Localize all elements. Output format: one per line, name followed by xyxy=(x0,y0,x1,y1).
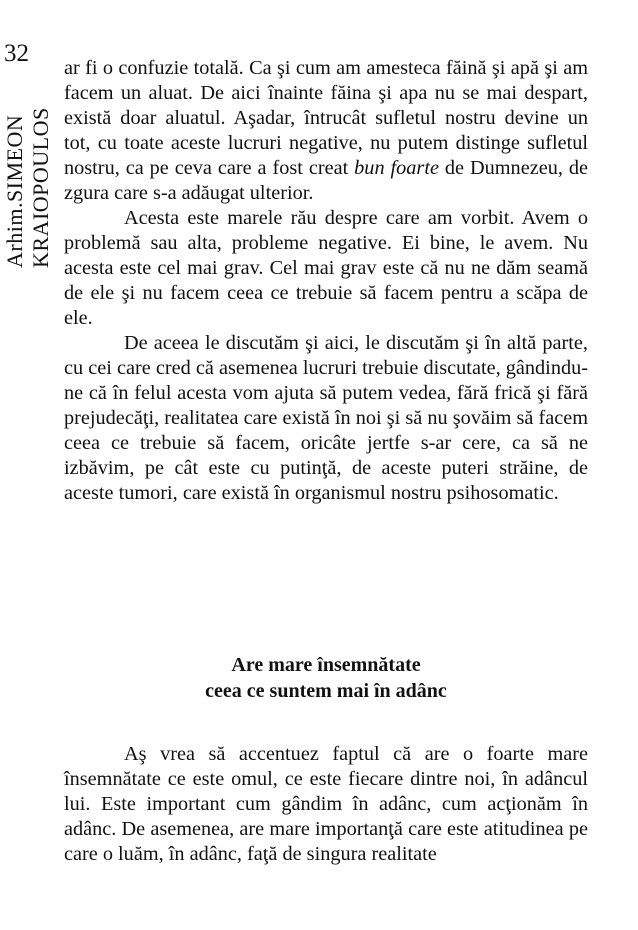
page-number: 32 xyxy=(4,40,29,67)
paragraph-1-italic: bun foarte xyxy=(354,157,439,179)
running-head-vertical xyxy=(2,78,56,268)
running-header xyxy=(0,40,56,268)
paragraph-1-text-b: de Dumnezeu, de zgura care s-a adăugat ulterior. xyxy=(64,157,588,204)
paragraph-1 xyxy=(64,56,588,206)
paragraph-1-text-a: ar fi o confuzie totală. Ca şi cum am amesteca făină şi apă şi am facem un aluat. De aici înainte făina şi apa nu se mai despart, există doar aluatul. Aşadar, întrucât sufletul nostru devine un tot, cu toate aceste lucruri negative, nu putem distinge sufletul nostru, ca pe ceva care a fost creat xyxy=(64,57,588,179)
section-heading-line-2: ceea ce suntem mai în adânc xyxy=(205,680,447,702)
paragraph-3: De aceea le discutăm şi aici, le discutăm şi în altă parte, cu cei care cred că asemenea lucruri trebuie discutate, gândindu-ne că în felul acesta vom ajuta să putem vedea, fără frică şi fără prejudecăţi, realitatea care există în noi şi să nu şovăim să facem ceea ce trebuie să facem, oricâte jertfe s-ar cere, ca să ne izbăvim, pe cât este cu putinţă, de aceste puteri străine, de aceste tumori, care există în organismul nostru psihosomatic. xyxy=(64,332,588,504)
running-head-author: Arhim.SIMEON xyxy=(2,114,27,268)
section-heading xyxy=(64,652,588,704)
body-text xyxy=(64,56,588,506)
running-head-book: KRAIOPOULOS xyxy=(28,107,53,268)
section-paragraph-1: Aş vrea să accentuez faptul că are o foarte mare însemnătate ce este omul, ce este fiecare dintre noi, în adâncul lui. Este important cum gândim în adânc, cum acţionăm în adânc. De asemenea, are mare importanţă care este atitudinea pe care o luăm, în adânc, faţă de singura realitate xyxy=(64,743,588,865)
section-body-text xyxy=(64,742,588,867)
section-heading-line-1: Are mare însemnătate xyxy=(231,654,421,676)
paragraph-2: Acesta este marele rău despre care am vorbit. Avem o problemă sau alta, probleme negative. Ei bine, le avem. Nu acesta este cel mai grav. Cel mai grav este că nu ne dăm seamă de ele şi nu facem ceea ce trebuie să facem pentru a scăpa de ele. xyxy=(64,207,588,329)
